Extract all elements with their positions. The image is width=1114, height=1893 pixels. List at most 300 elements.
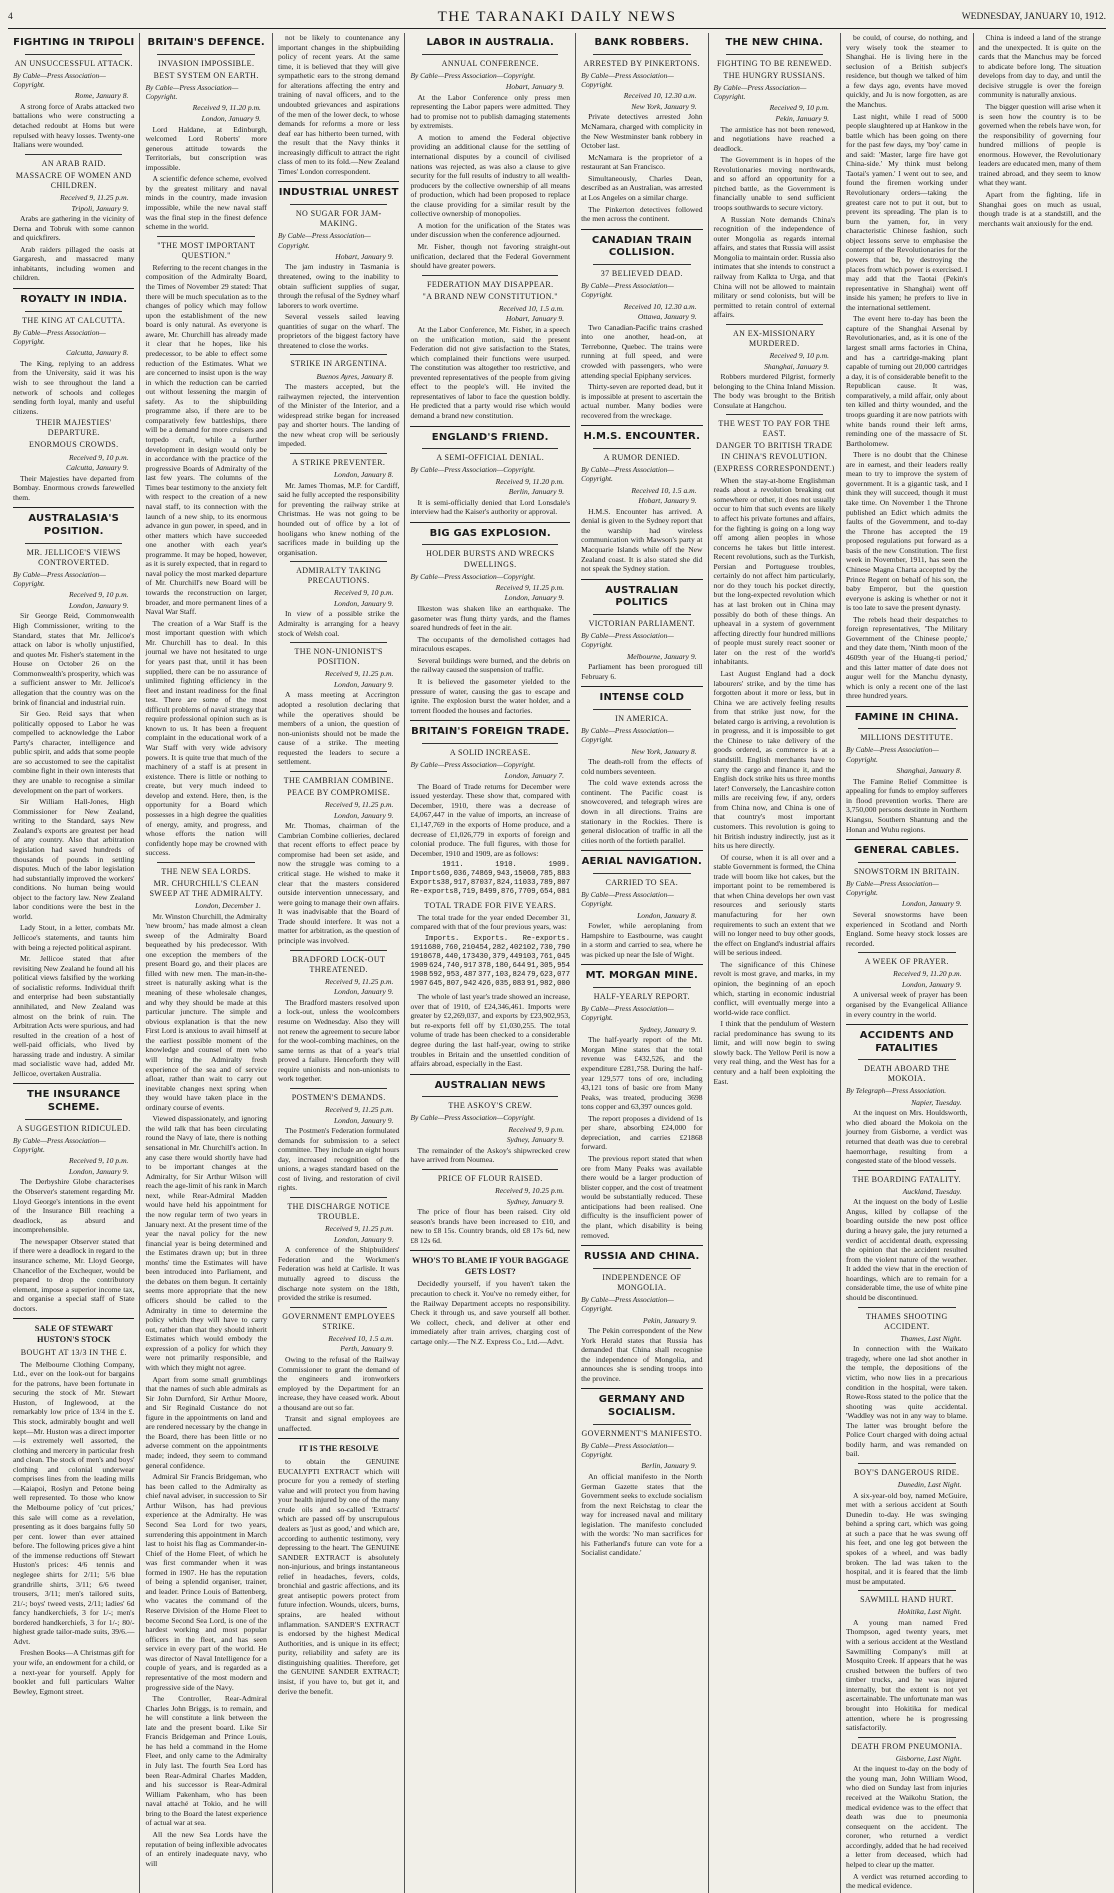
paragraph: The bigger question will arise when it is seen how the country is to be governed when the rebels have won, for the responsibility of governing four hundred millions of people is enormous. However, the Revolutionary leaders are educated men, many of them trained abroad, and they seem to know what they want. bbox=[978, 101, 1102, 188]
divider bbox=[581, 1388, 702, 1389]
paragraph: The previous report stated that when ore from Many Peaks was available there would be a larger production of blister copper, and the cost of treatment would be substantially reduced. These anticipations had been realised. One difficulty is the insufficient power of the plant, which disability is being removed. bbox=[581, 1154, 703, 1240]
received-line: Received 9, 11.20 p.m. bbox=[893, 969, 962, 979]
subheading: THAMES SHOOTING ACCIDENT. bbox=[865, 1311, 948, 1331]
subheading: A STRIKE PREVENTER. bbox=[292, 458, 386, 468]
divider bbox=[157, 862, 254, 863]
dateline: London, January 9. bbox=[201, 113, 261, 123]
dateline: Hobart, January 9. bbox=[505, 82, 565, 91]
paragraph: A Russian Note demands China's recognition of the independence of outer Mongolia as regards internal affairs, and states that Russia will assist Mongolia to maintain order. Russia also intimates that she intends to construct a railway from Kalkta to Urga, and that China will not be allowed to maintain military or send colonists, but will be permitted to retain control of external affairs. bbox=[713, 214, 836, 320]
paragraph: In connection with the Waikato tragedy, where one lad shot another in the temple, the depositions of the victim, who now lies in a precarious condition in the hospital, were taken. Rowe-Ross stated to the police that the shooting was quite accidental. 'Waddley was not in any way to blame. The latter was brought before the Police Court charged with doing actual bodily harm, and was remanded on bail. bbox=[846, 1344, 968, 1459]
paragraph: Transit and signal employees are unaffected. bbox=[277, 1414, 400, 1433]
dateline: London, January 8. bbox=[637, 910, 697, 920]
headline: H.M.S. ENCOUNTER. bbox=[583, 431, 701, 443]
issue-date: WEDNESDAY, JANUARY 10, 1912. bbox=[961, 12, 1106, 22]
subheading: INVASION IMPOSSIBLE. bbox=[158, 58, 255, 68]
table-cell: 426,035,083 bbox=[478, 980, 526, 989]
headline: THE NEW CHINA. bbox=[725, 37, 824, 48]
table-cell: Re-exports bbox=[410, 888, 454, 897]
headline: ACCIDENTS AND FATALITIES bbox=[859, 1030, 954, 1054]
subheading: ENORMOUS CROWDS. bbox=[28, 440, 119, 450]
byline: By Cable—Press Association—Copyright. bbox=[581, 1004, 674, 1023]
divider bbox=[593, 709, 690, 710]
divider bbox=[422, 54, 558, 55]
received-line: Received 10, 12.30 a.m. bbox=[623, 91, 697, 101]
divider bbox=[290, 1197, 387, 1198]
subheading: BRADFORD LOCK-OUT THREATENED. bbox=[292, 954, 386, 974]
subheading: ANNUAL CONFERENCE. bbox=[441, 58, 539, 68]
dateline: New York, January 8. bbox=[631, 746, 697, 756]
divider bbox=[858, 728, 955, 729]
paragraph: The newspaper Observer stated that if there were a deadlock in regard to the insurance scheme, Mr. Lloyd George, Chancellor of the Exchequer, would be prepared to drop the contributory element, impose a superior income tax, and organise a special staff of State doctors. bbox=[13, 1236, 135, 1313]
page-number: 4 bbox=[8, 12, 13, 22]
table-cell: 430,379,449 bbox=[475, 952, 523, 961]
paragraph: A strong force of Arabs attacked two battalions who were constructing a detached redoubt at Homs but were repulsed with heavy losses. Twenty-one Italians were wounded. bbox=[13, 101, 135, 150]
paragraph: At the inquest to-day on the body of the young man, John William Wood, who died on Sunday last from injuries received at the Waikohu Station, the medical evidence was to the effect that death was due to pneumonia consequent on the accident. The coroner, who returned a verdict accordingly, added that he had received a letter from deceased, which had helped to clear up the matter. bbox=[846, 1764, 968, 1869]
received-line: Received 9, 10.25 p.m. bbox=[495, 1185, 565, 1195]
paragraph: Ilkeston was shaken like an earthquake. The gasometer was flung thirty yards, and the flames soared hundreds of feet in the air. bbox=[410, 604, 571, 633]
subheading: VICTORIAN PARLIAMENT. bbox=[588, 618, 696, 628]
paragraph: Thirty-seven are reported dead, but it is impossible at present to ascertain the actual number. Many bodies were recovered from the wreckage. bbox=[581, 382, 703, 420]
dateline: Tripoli, January 9. bbox=[71, 203, 129, 213]
subheading: A SEMI-OFFICIAL DENIAL. bbox=[436, 453, 545, 463]
paragraph: The remainder of the Askoy's shipwrecked crew have arrived from Noumea. bbox=[410, 1145, 571, 1165]
byline: By Cable—Press Association—Copyright. bbox=[581, 630, 674, 650]
divider bbox=[157, 54, 254, 55]
paragraph: The Derbyshire Globe characterises the Observer's statement regarding Mr. Lloyd George's intentions in the event of the Insurance Bill reaching a deadlock, as absurd and incomprehensible. bbox=[13, 1177, 135, 1235]
paragraph: The Pekin correspondent of the New York Herald states that Russia has demanded that China shall recognise the independence of Mongolia, and announces she is sending troops into the province. bbox=[581, 1326, 703, 1383]
subheading: MASSACRE OF WOMEN AND CHILDREN. bbox=[15, 170, 132, 190]
paragraph: The jam industry in Tasmania is threatened, owing to the inability to obtain sufficient supplies of sugar, through the refusal of the Sydney wharf laborers to work overtime. bbox=[277, 262, 400, 310]
table-cell: 454,282,402 bbox=[475, 943, 523, 952]
divider bbox=[593, 1268, 690, 1269]
subheading: HALF-YEARLY REPORT. bbox=[593, 992, 690, 1001]
paragraph: I think that the pendulum of Western racial predominance has swung to its limit, and will now begin to swing slowly back. The Yellow Peril is now a very real thing, and the West has for a century and a half been exploiting the East. bbox=[713, 1019, 836, 1086]
byline: By Cable—Press Association—Copyright. bbox=[410, 70, 536, 80]
table-cell: 91,982,000 bbox=[526, 980, 571, 989]
paragraph: When the stay-at-home Englishman reads about a revolution breaking out somewhere or other, it does not usually occur to him that such events are likely to affect his private fortunes and affairs, for the fighting is going on a long way off among alien peoples in whose concerns he takes but little interest. Recent revolutions, such as the Turkish, Persian and Portuguese troubles, certainly do not affect him particularly, nor do they touch his pocket directly, but the long-expected revolution which has at last broken out in China may possibly do both of these things. An upheaval in a system of government affecting directly four hundred millions of people must surely react sooner or later on the rest of the world's inhabitants. bbox=[713, 475, 836, 667]
byline: By Cable—Press Association—Copyright. bbox=[13, 70, 106, 89]
headline: CANADIAN TRAIN COLLISION. bbox=[591, 234, 692, 259]
divider bbox=[581, 229, 702, 230]
table-cell: 1909 bbox=[410, 961, 428, 970]
paragraph: Sir Geo. Reid says that when politically opposed to Labor he was compelled to acknowledge the Labor Party's character, intelligence and public spirit, and adds that some people are so accustomed to see the capitalist combine fight in their own interests that they are unable to recognise a similar development on the part of workers. bbox=[13, 709, 135, 795]
paragraph: Robbers murdered Pilgrist, formerly belonging to the China Inland Mission. The body was brought to the British Consulate at Hangchou. bbox=[713, 372, 836, 410]
received-line: Received 9, 11.20 p.m. bbox=[192, 103, 261, 113]
divider bbox=[581, 425, 702, 426]
subheading: THE HUNGRY RUSSIANS. bbox=[723, 70, 826, 80]
received-line: Received 9, 11.25 p.m. bbox=[325, 800, 394, 810]
dateline: Sydney, January 9. bbox=[639, 1024, 697, 1034]
divider bbox=[410, 522, 570, 523]
table-cell: 9,876,770 bbox=[492, 888, 532, 897]
correspondent-note: (EXPRESS CORRESPONDENT.) bbox=[713, 463, 835, 473]
headline: INDUSTRIAL UNREST bbox=[278, 187, 399, 199]
headline: GERMANY AND SOCIALISM. bbox=[598, 1394, 685, 1419]
table-cell: 8,719,849 bbox=[453, 888, 493, 897]
divider bbox=[290, 1088, 387, 1089]
paragraph: Lord Haldane, at Edinburgh, welcomed Lord Roberts' more generous attitude towards the Territorials, but conscription was impossible. bbox=[145, 124, 267, 172]
subheading: INDEPENDENCE OF MONGOLIA. bbox=[602, 1272, 682, 1292]
table-row bbox=[410, 980, 570, 989]
divider bbox=[290, 642, 387, 643]
headline: AUSTRALIAN POLITICS bbox=[605, 584, 679, 609]
table-cell: 37,824,110 bbox=[483, 879, 527, 888]
dateline: Shanghai, January 8. bbox=[896, 766, 962, 776]
dateline: Hokitika, Last Night. bbox=[897, 1607, 962, 1617]
paragraph: A motion for the unification of the States was under discussion when the conference adjourned. bbox=[410, 220, 571, 240]
paragraph: A six-year-old boy, named McGuire, met with a serious accident at South Dunedin to-day. He was swinging behind a spring cart, which was going at such a pace that he was swung off his feet, and one leg got between the spokes of a wheel, and was badly broken. The lad was taken to the hospital, and it is feared that the limb must be amputated. bbox=[846, 1490, 968, 1586]
table-cell: 102,730,790 bbox=[522, 943, 571, 952]
received-line: Received 10, 1.5 a.m. bbox=[498, 303, 565, 313]
divider bbox=[726, 324, 823, 325]
headline: FIGHTING IN TRIPOLI bbox=[13, 37, 135, 48]
divider bbox=[410, 426, 570, 427]
table-cell: 69,943,150 bbox=[483, 870, 527, 879]
table-cell: 1910. bbox=[495, 861, 517, 870]
paragraph: At the Labor Conference only press men representing the Labor papers were admitted. They had to promise not to publish damaging statements by extremists. bbox=[410, 92, 571, 131]
divider bbox=[13, 507, 134, 508]
paragraph: McNamara is the proprietor of a restaurant at San Francisco. bbox=[581, 152, 703, 172]
paragraph: Decidedly yourself, if you haven't taken the precaution to check it. You've no remedy either, for the Railway Department accepts no responsibility. Check it through us, and save yourself all bother. We collect, check, and deliver at other end immediately after train arrives, charging cost of cartage only.—The N.Z. Express Co., Ltd.—Advt. bbox=[410, 1279, 571, 1346]
paragraph: A verdict was returned according to the medical evidence. bbox=[846, 1871, 968, 1891]
paragraph: Several vessels sailed leaving quantities of sugar on the wharf. The proprietors of the biggest factory have threatened to close the works. bbox=[277, 312, 400, 350]
byline: By Cable—Press Association—Copyright. bbox=[410, 465, 536, 475]
headline: RUSSIA AND CHINA. bbox=[584, 1251, 700, 1263]
paragraph: The Board of Trade returns for December were issued yesterday. These show that, compared with December, 1910, there was a decrease of £4,067,447 in the value of imports, an increase of £1,147,769 in the exports of Home produce, and a decrease of £1,026,779 in exports of foreign and colonial produce. The full figures, with those for December, 1910 and 1909, are as follows: bbox=[410, 781, 571, 858]
divider bbox=[157, 236, 254, 237]
received-line: Received 9, 11.25 p.m. bbox=[325, 976, 394, 986]
subheading: THE NEW SEA LORDS. bbox=[161, 866, 252, 876]
paragraph: The Melbourne Clothing Company, Ltd., ever on the look-out for bargains for the patrons, have been fortunate in securing the stock of Mr. Stewart Huston, of Inglewood, at the remarkably low price of 13/4 in the £. This stock, admirably bought and well kept—Mr. Huston was a direct importer—is extremely well assorted, the clothing and mercery in particular fresh and clean. The stock of men's and boys' clothing and colonial underwear comprises lines from the leading mills—Kaiapoi, Roslyn and Petone being well represented. To those who know the Melbourne policy of 'cut prices,' this sale will come as a revelation, presenting as it does bargains fully 50 per cent. lower than ever attained before. The following prices give a hint of the immense reductions off Stewart Huston's prices: 4/6 tennis and neglegee shirts for 2/11; 5/6 blue grandrille shirts, 3/11; 6/6 tweed trousers, 3/11; men's tailored suits, 21/-; boys' tweed vests, 2/11; ladies' 6d fancy handkerchiefs, 3 for 1/-; men's bordered handkerchiefs, 3 for 1/-; 80/- highest grade tailor-made suits, 39/6.—Advt. bbox=[13, 1359, 135, 1646]
subheading: POSTMEN'S DEMANDS. bbox=[291, 1092, 386, 1102]
dateline: London, January 9. bbox=[333, 679, 394, 689]
dateline: London, December 1. bbox=[195, 900, 261, 910]
headline: AUSTRALASIA'S POSITION. bbox=[28, 513, 120, 537]
divider bbox=[290, 561, 387, 562]
received-line: Received 9, 10 p.m. bbox=[333, 588, 394, 598]
dateline: London, January 9. bbox=[68, 600, 129, 610]
dateline: New York, January 9. bbox=[631, 101, 697, 111]
divider bbox=[858, 1307, 955, 1308]
paragraph: Mr. James Thomas, M.P. for Cardiff, said he fully accepted the responsibility for preventing the railway strike at Christmas. He was not going to be hounded out of office by a lot of hooligans who knew nothing of the sacrifices made in building up the organisation. bbox=[277, 480, 400, 557]
table-row bbox=[410, 870, 570, 879]
received-line: Received 9, 10 p.m. bbox=[69, 1156, 129, 1166]
subheading: AN ARAB RAID. bbox=[41, 158, 106, 168]
table-cell: 1910 bbox=[410, 952, 428, 961]
paragraph: The Famine Relief Committee is appealing for funds to employ sufferers in flood prevention works. There are 3,750,000 persons destitute in Northern Kiangsu, Southern Shantung and the Honan and Wuhu regions. bbox=[846, 776, 968, 834]
paragraph: The creation of a War Staff is the most important question with which Mr. Churchill has to deal. In this journal we have not hesitated to urge for years past that, until it has been supplied, there can be no assurance of unlimited fighting efficiency in the fleet and instant readiness for the final test. There are some of the most difficult problems of naval strategy that require professional opinion such as is known to us. It has been a frequent complaint in the educational work of a War Staff with very wide advisory powers. It is quite true that much of the machinery of a staff is at present in existence. There is little or nothing to create, but very much indeed to develop and extend. Here, then, is the opportunity for a Board which possesses in a high degree the qualities of energy, amity, and progress, and whose efforts the nation will confidently hope may be crowned with success. bbox=[145, 618, 267, 858]
column-8 bbox=[974, 33, 1106, 1893]
dateline: Berlin, January 9. bbox=[508, 487, 565, 497]
subheading: PEACE BY COMPROMISE. bbox=[287, 788, 391, 798]
paragraph: Referring to the recent changes in the composition of the Admiralty Board, the Times of November 29 stated: That there will be much speculation as to the changes of policy which may follow upon the establishment of the new board is only natural. As everyone is aware, Mr. Churchill has already made it clear that he hopes, like his predecessor, to be able to effect some reduction of the Estimates. What we are concerned to insist upon is the way in which the reduction can be carried out without lessening the margin of safety. As to the shipbuilding programme also, if there are to be comparatively few battleships, there will be a demand for more cruisers and torpedo craft, while a further development in design would only be in accordance with the practice of the progressive Boards of Admiralty of the last few years. The columns of the Times bear testimony to the anxiety felt with respect to the creation of a new naval staff, to its connection with the launch of a new ship, to its enormous advance in gun power, in speed, and in other matters which have succeeded one another with each year's programme. It may be hoped, however, as it is surely expected, that in regard to naval policy the most marked departure of Mr. Churchill's new Board will be towards the reconstruction on larger, broader, and more permanent lines of a Naval War Staff. bbox=[145, 262, 267, 617]
divider bbox=[25, 154, 122, 155]
received-line: Received 9, 10 p.m. bbox=[69, 590, 129, 600]
paragraph: The total trade for the year ended December 31, compared with that of the four previous years, was: bbox=[410, 912, 571, 932]
table-cell: Exports. bbox=[473, 934, 509, 943]
subheading: ARRESTED BY PINKERTONS. bbox=[583, 58, 701, 68]
subheading: THEIR MAJESTIES' DEPARTURE. bbox=[35, 418, 112, 438]
divider bbox=[581, 579, 702, 580]
paragraph: The King, replying to an address from the University, said it was his wish to see throughout the land a network of schools and colleges sending forth loyal, manly and useful citizens. bbox=[13, 358, 135, 416]
paragraph: Sir George Reid, Commonwealth High Commissioner, writing to the Standard, states that Mr. Jellicoe's attack on labor is wholly unjustified, and quotes Mr. Fisher's statement in the House on October 26 on the Commonwealth's prosperity, which was a sufficient answer to Mr. Jellicoe's allegation that the country was on the brink of financial and industrial ruin. bbox=[13, 611, 135, 707]
headline: ENGLAND'S FRIEND. bbox=[431, 431, 549, 443]
divider bbox=[581, 1245, 702, 1246]
table-cell: 91,305,954 bbox=[526, 961, 571, 970]
divider bbox=[290, 1307, 387, 1308]
dateline: London, January 9. bbox=[504, 593, 565, 603]
subheading: DEATH ABOARD THE MOKOIA. bbox=[864, 1064, 950, 1084]
dateline: Calcutta, January 8. bbox=[66, 348, 129, 358]
paragraph: The Controller, Rear-Admiral Charles John Briggs, is to remain, and he will constitute a link between the late and the present board. Like Sir Francis Bridgeman and Prince Louis, he has held a command in the Home Fleet, and only came to the Admiralty in July last. The fourth Sea Lord has been Rear-Admiral Charles Madden, and his successor is Rear-Admiral William Pakenham, who has been naval attaché at Tokio, and he will bring to the Board the latest experience of actual war at sea. bbox=[145, 1694, 267, 1828]
paragraph: Arab raiders pillaged the oasis at Gargaresh, and massacred many inhabitants, including women and children. bbox=[13, 244, 135, 283]
divider bbox=[422, 1169, 558, 1170]
dateline: London, January 9. bbox=[902, 979, 962, 989]
dateline: Ottawa, January 9. bbox=[637, 312, 697, 322]
paragraph: Admiral Sir Francis Bridgeman, who has been called to the Admiralty as chief naval adviser, in succession to Sir Arthur Wilson, has had previous experience at the Admiralty. He was Second Sea Lord for two years, surrendering this appointment in March last to hoist his flag as Commander-in-Chief of the Home Fleet, of which he was first commander when it was formed in 1907. He has the reputation of being a splendid organiser, trainer, and leader. Prince Louis of Battenberg, who vacates the command of the Reserve Division of the Home Fleet to become Second Sea Lord, is one of the hardest working and most popular officers in the fleet, and has seen service in every part of the world. He was director of Naval Intelligence for a couple of years, and is regarded as a representative of the most modern and progressive side of the Navy. bbox=[145, 1472, 267, 1692]
headline: MT. MORGAN MINE. bbox=[585, 970, 698, 982]
divider bbox=[593, 448, 690, 449]
subheading: FEDERATION MAY DISAPPEAR. bbox=[426, 279, 554, 289]
dateline: London, January 9. bbox=[333, 1115, 394, 1125]
paragraph: Their Majesties have departed from Bombay. Enormous crowds farewelled them. bbox=[13, 473, 135, 502]
divider bbox=[422, 544, 558, 545]
divider bbox=[422, 275, 558, 276]
divider bbox=[13, 1083, 134, 1084]
subheading: GOVERNMENT'S MANIFESTO. bbox=[581, 1428, 703, 1438]
divider bbox=[593, 987, 690, 988]
divider bbox=[290, 453, 387, 454]
byline: By Cable—Press Association—Copyright. bbox=[581, 725, 674, 745]
dateline: Calcutta, January 9. bbox=[66, 463, 129, 473]
received-line: Received 9, 11.25 p.m. bbox=[325, 1104, 394, 1114]
subheading: BOY'S DANGEROUS RIDE. bbox=[854, 1468, 960, 1478]
paragraph: In view of a possible strike the Admiralty is arranging for a heavy stock of Welsh coal. bbox=[277, 609, 400, 638]
headline: BRITAIN'S FOREIGN TRADE. bbox=[411, 726, 570, 738]
table-cell: Re-exports. bbox=[522, 934, 571, 943]
paragraph: The price of flour has been raised. City old season's brands have been increased to £10, and new to £8 15s. Country brands, old £8 17s 6d, new £8 12s 6d. bbox=[410, 1207, 571, 1245]
headline: INTENSE COLD bbox=[599, 692, 685, 704]
table-row bbox=[410, 971, 570, 980]
paragraph: The event here to-day has been the capture of the Shanghai Arsenal by Revolutionaries, and, as it is one of the largest small arms factories in China, and has a cartridge-making plant capable of turning out 20,000 cartridges a day, it is of considerable benefit to the Republican cause. It was, comparatively, a mild affair, only about ten killed and thirty wounded, and the troops guarding it are now patriots with white bands round their left arms, reminding one of the massacre of St. Bartholomew. bbox=[846, 314, 968, 448]
paragraph: Last August England had a dock labourers' strike, and by the time has forgotten about it more or less, but in China we are actively feeling results from that strike just now, for the belated cargo is arriving, a revolution is in progress, and it is impossible to get the Chinese to take delivery of the goods ordered, as commerce is at a standstill. English merchants have to carry the cargo and finance it, and the English dock strike hits us three months later! Conversely, the Lancashire cotton mills are receiving few, if any, orders from China now, and China is one of that country's most important customers. This revolution is going to hit British industry indirectly, just as it hits us here directly. bbox=[713, 668, 836, 851]
paragraph: A young man named Fred Thompson, aged twenty years, met with a serious accident at the Westland Sawmilling Company's mill at Mosquito Creek. If appears that he was crushed between the buffers of two timber trucks, and he was injured internally, but the extent is not yet ascertainable. The unfortunate man was brought into Hokitika for medical attention, where he is progressing satisfactorily. bbox=[846, 1617, 968, 1733]
byline: By Cable—Press Association—Copyright. bbox=[581, 889, 674, 909]
column-7 bbox=[841, 33, 973, 1893]
divider bbox=[858, 952, 955, 953]
table-cell: Imports. bbox=[424, 934, 460, 943]
dateline: London, January 7. bbox=[504, 771, 565, 781]
dateline: Dunedin, Last Night. bbox=[897, 1480, 962, 1490]
byline: By Cable—Press Association—Copyright. bbox=[581, 464, 674, 484]
subheading: THE BOARDING FATALITY. bbox=[852, 1174, 962, 1184]
dateline: Gisborne, Last Night. bbox=[895, 1753, 962, 1763]
table-cell: Exports bbox=[410, 879, 441, 888]
divider bbox=[581, 686, 702, 687]
divider bbox=[593, 873, 690, 874]
paragraph: Owing to the refusal of the Railway Commissioner to grant the demand of the engineers and ironworkers employed by the Department for an increase, they have ceased work. About a thousand are out so far. bbox=[277, 1354, 400, 1412]
dateline: Hobart, January 9. bbox=[638, 496, 697, 506]
divider bbox=[858, 1590, 955, 1591]
paragraph: The significance of this Chinese revolt is most grave, and marks, in my opinion, the beginning of an epoch which, starting in economic industrial conflict, will eventually merge into a world-wide race conflict. bbox=[713, 959, 836, 1017]
received-line: Received 9, 10 p.m. bbox=[769, 103, 830, 113]
dateline: London, January 9. bbox=[68, 1166, 129, 1176]
byline: By Cable—Press Association—Copyright. bbox=[410, 759, 536, 769]
headline: BANK ROBBERS. bbox=[594, 37, 690, 48]
divider bbox=[581, 964, 702, 965]
received-line: Received 9, 11.20 p.m. bbox=[495, 476, 565, 486]
subheading: A RUMOR DENIED. bbox=[603, 452, 681, 462]
column-3 bbox=[273, 33, 405, 1893]
paragraph: The cold wave extends across the continent. The Pacific coast is snowcovered, and telegraph wires are down in all directions. Trains are stationary in the Rockies. There is general dislocation of traffic in all the cities north of the fortieth parallel. bbox=[581, 778, 703, 845]
paragraph: Mr. Thomas, chairman of the Cambrian Combine collieries, declared that recent efforts to effect peace by compromise had been set aside, and now the struggle was coming to a critical stage. He wished to make it clear that the masters considered outside intervention unnecessary, and were going to manage their own affairs. It was inadvisable that the Board of Trade should interfere. It was not a matter for arbitration, as the question of principle was involved. bbox=[277, 821, 400, 945]
paragraph: Mr. Winston Churchill, the Admiralty 'new broom,' has made almost a clean sweep of the Admiralty Board bequeathed by his predecessor. With one exception the members of the present Board go, and their places are filled with new men. The man-in-the-street is naturally asking what is the meaning of these wholesale changes, and why they should be made at this particular juncture. The simple and obvious explanation is that the new First Lord is anxious to avail himself at the earliest possible moment of the knowledge and counsel of men who will bring the Admiralty fresh experience of the sea and of service afloat, rather than wait to carry out inevitable changes next spring when they would have taken place in the ordinary course of events. bbox=[145, 911, 267, 1112]
dateline: Berlin, January 9. bbox=[641, 1461, 697, 1471]
paragraph: The armistice has not been renewed, and negotiations have reached a deadlock. bbox=[713, 124, 836, 153]
subheading: THE KING AT CALCUTTA. bbox=[22, 315, 126, 325]
paragraph: Apart from the fighting, life in Shanghai goes on much as usual, though trade is at a standstill, and the merchants wait anxiously for the end. bbox=[978, 190, 1101, 228]
advert-heading: WHO'S TO BLAME IF YOUR BAGGAGE GETS LOST? bbox=[411, 1256, 569, 1276]
paragraph: There is no doubt that the Chinese are in earnest, and their leaders really mean to try to improve the system of government. It is a gigantic task, and I think they will succeed, though it must take time. On November 1 the Throne published an Edict which admits the faults of the Government, and to-day the Throne has accepted the 19 proposed regulations put forward as a basis of the new Constitution. The first week in November, 1911, has seen the Chinese Magna Charta accepted by the Prince Regent on behalf of his son, the baby Emperor, but the question everyone is asking is whether or not it is too late to save the present dynasty. bbox=[846, 450, 968, 613]
subheading: DEATH FROM PNEUMONIA. bbox=[851, 1741, 963, 1751]
table-row bbox=[410, 888, 570, 897]
subheading: THE CAMBRIAN COMBINE. bbox=[283, 775, 394, 785]
paragraph: not be likely to countenance any important changes in the shipbuilding policy of recent years. At the same time, it is believed that they will give sympathetic ears to the strong demand for alterations affecting the entry and training of naval officers, and to the undoubted grievances and aspirations of the men of the lower deck, to whose demands for reforms a more or less deaf ear has hitherto been turned, with the result that the Navy thinks it increasingly difficult to attract the right class of men to its fold.—New Zealand Times' London correspondent. bbox=[277, 33, 400, 176]
subheading: "THE MOST IMPORTANT QUESTION." bbox=[157, 240, 256, 260]
paragraph: Apart from some small grumblings that the names of such able admirals as Sir John Durnford, Sir Arthur Moore, and Sir Reginald Custance do not figure in the appointments on land and are rendered necessary by the change in the Board, there has been little or no adverse comment on the appointments made; indeed, they seem to command general confidence. bbox=[145, 1374, 267, 1470]
table-cell: 378,180,644 bbox=[478, 961, 526, 970]
divider bbox=[13, 288, 134, 289]
received-line: Received 10, 12.30 a.m. bbox=[623, 301, 697, 311]
paragraph: be could, of course, do nothing, and very wisely took the steamer to Shanghai. He is living here in the seclusion of a British subject's residence, but though we talked of him a few days ago, events have moved quickly, and Ju is now forgotten, as are the Manchus. bbox=[846, 33, 968, 109]
received-line: Received 9, 11.25 p.m. bbox=[325, 1224, 394, 1234]
divider bbox=[278, 1438, 399, 1439]
dateline: London, January 9. bbox=[333, 987, 394, 997]
table-cell: 38,917,870 bbox=[440, 879, 484, 888]
subheading: HOLDER BURSTS AND WRECKS DWELLINGS. bbox=[426, 549, 555, 569]
dateline: Melbourne, January 9. bbox=[626, 651, 697, 661]
received-line: Received 10, 1.5 a.m. bbox=[631, 485, 697, 495]
subheading: A WEEK OF PRAYER. bbox=[864, 957, 949, 967]
table-cell: 60,785,883 bbox=[526, 870, 571, 879]
divider bbox=[593, 614, 690, 615]
table-cell: 680,760,210 bbox=[427, 943, 476, 952]
paragraph: Arabs are gathering in the vicinity of Derna and Tobruk with some cannon and quickfirers. bbox=[13, 214, 135, 243]
columns bbox=[8, 33, 1106, 1891]
table-cell: 9,654,081 bbox=[531, 888, 571, 897]
subheading: NO SUGAR FOR JAM-MAKING. bbox=[295, 209, 382, 229]
byline: By Cable—Press Association—Copyright. bbox=[846, 745, 939, 764]
subheading: CARRIED TO SEA. bbox=[605, 877, 679, 887]
paragraph: Two Canadian-Pacific trains crashed into one another, head-on, at Terrebonne, Quebec. The trains were running at full speed, and were crowded with passengers, who were attending special Epiphany services. bbox=[581, 322, 703, 380]
dateline: Thames, Last Night. bbox=[900, 1333, 962, 1343]
paragraph: The masters accepted, but the railwaymen rejected, the intervention of the Minister of the Interior, and a widespread strike began for increased pay and shorter hours. The landing of the new wheat crop will be seriously impeded. bbox=[277, 382, 400, 449]
paragraph: At the inquest on Mrs. Houldsworth, who died aboard the Mokoia on the journey from Gisborne, a verdict was returned that death was due to cerebral haemorrhage, resulting from a congested state of the blood vessels. bbox=[846, 1108, 968, 1166]
newspaper-title: THE TARANAKI DAILY NEWS bbox=[437, 8, 677, 25]
table-cell: 33,789,807 bbox=[526, 879, 571, 888]
subheading: THE DISCHARGE NOTICE TROUBLE. bbox=[287, 1202, 391, 1222]
received-line: Received 9, 11.25 p.m. bbox=[495, 582, 565, 592]
subheading: AN UNSUCCESSFUL ATTACK. bbox=[14, 58, 133, 68]
byline: By Cable—Press Association—Copyright. bbox=[581, 280, 674, 300]
subheading: SNOWSTORM IN BRITAIN. bbox=[853, 866, 960, 876]
subheading: MR. CHURCHILL'S CLEAN SWEEP AT THE ADMIRALTY. bbox=[149, 878, 263, 898]
trade-table-five-years bbox=[410, 935, 570, 989]
paragraph: Several buildings were burned, and the debris on the railway caused the suspension of traffic. bbox=[410, 655, 571, 675]
paragraph: Private detectives arrested John McNamara, charged with complicity in the New Westminster bank robbery in October last. bbox=[581, 112, 703, 151]
paragraph: The death-roll from the effects of cold numbers seventeen. bbox=[581, 757, 703, 776]
byline: By Cable—Press Association—Copyright. bbox=[277, 231, 371, 250]
byline: By Telegraph—Press Association. bbox=[846, 1086, 947, 1096]
byline: By Cable—Press Association—Copyright. bbox=[410, 1113, 536, 1123]
table-cell: 103,761,045 bbox=[522, 952, 571, 961]
dateline: Rome, January 8. bbox=[74, 91, 129, 101]
divider bbox=[726, 54, 823, 55]
table-cell: 624,740,917 bbox=[429, 961, 477, 970]
paragraph: An official manifesto in the North German Gazette states that the Government seeks to exclude socialism from the next Reichstag to clear the way for increased naval and military legislation. The manifesto concluded with the words: 'No man sacrifices for his Fatherland's future can vote for a Socialist candidate.' bbox=[581, 1471, 703, 1558]
byline: By Cable—Press Association—Copyright. bbox=[13, 569, 106, 588]
subheading: FIGHTING TO BE RENEWED. bbox=[716, 58, 832, 68]
byline: By Cable—Press Association—Copyright. bbox=[846, 878, 939, 898]
subheading: 37 BELIEVED DEAD. bbox=[600, 268, 683, 278]
paragraph: Of course, when it is all over and a stable Government is formed, the China trade will boom like hot cakes, but the important point to be remembered is that when China develops her own vast resources and seriously starts manufacturing for her own requirements to such an extent that we will no longer need to buy other goods, the effect on England's industrial affairs will be serious indeed. bbox=[713, 852, 836, 958]
divider bbox=[278, 181, 399, 182]
table-cell: 645,807,942 bbox=[429, 980, 477, 989]
divider bbox=[593, 54, 690, 55]
paragraph: The report proposes a dividend of 1s per share, absorbing £24,000 for depreciation, and carries £21868 forward. bbox=[581, 1113, 703, 1152]
dateline: Napier, Tuesday. bbox=[911, 1097, 962, 1107]
divider bbox=[593, 1424, 690, 1425]
paragraph: The whole of last year's trade showed an increase, over that of 1910, of £24,346,461. Imports were greater by £2,269,037, and exports by £23,902,953, but re-exports fell off by £1,030,255. The total volume of trade has been checked to a considerable degree during the last half-year, owing to strike troubles in Britain and the unsettled condition of affairs abroad, especially in the East. bbox=[410, 992, 571, 1069]
subheading: THE NON-UNIONIST'S POSITION. bbox=[294, 647, 383, 667]
divider bbox=[410, 720, 570, 721]
table-row bbox=[410, 944, 570, 953]
subheading: DANGER TO BRITISH TRADE IN CHINA'S REVOLUTION. bbox=[716, 441, 833, 461]
subheading: STRIKE IN ARGENTINA. bbox=[290, 359, 388, 369]
headline: BRITAIN'S DEFENCE. bbox=[147, 37, 265, 48]
divider bbox=[25, 54, 122, 55]
paragraph: It is semi-officially denied that Lord Lonsdale's interview had the Kaiser's authority or approval. bbox=[410, 497, 571, 517]
paragraph: Fowler, while aeroplaning from Hampshire to Eastbourne, was caught in a storm and carried to sea, where he was picked up near the Isle of Wight. bbox=[581, 921, 703, 959]
paragraph: All the new Sea Lords have the reputation of being inflexible advocates of an entirely inadequate navy, who will bbox=[145, 1829, 267, 1868]
divider bbox=[858, 1059, 955, 1060]
paragraph: A universal week of prayer has been organised by the Evangelical Alliance in every country in the world. bbox=[846, 990, 968, 1019]
headline: AUSTRALIAN NEWS bbox=[434, 1079, 546, 1091]
subheading: GOVERNMENT EMPLOYEES STRIKE. bbox=[282, 1311, 396, 1331]
divider bbox=[410, 1074, 570, 1075]
dateline: London, January 9. bbox=[902, 899, 962, 909]
column-1 bbox=[8, 33, 140, 1893]
divider bbox=[858, 1463, 955, 1464]
paragraph: Lady Stout, in a letter, combats Mr. Jellicoe's statements, and taunts him with being a rejected political aspirant. bbox=[13, 923, 135, 952]
table-row bbox=[410, 962, 570, 971]
dateline: London, January 9. bbox=[333, 1234, 394, 1244]
divider bbox=[290, 354, 387, 355]
column-4 bbox=[405, 33, 576, 1893]
dateline: Perth, January 9. bbox=[340, 1344, 394, 1354]
subheading: AN EX-MISSIONARY MURDERED. bbox=[732, 328, 816, 348]
divider bbox=[846, 1024, 967, 1025]
advert-heading: IT IS THE RESOLVE bbox=[298, 1444, 379, 1454]
divider bbox=[593, 264, 690, 265]
byline: By Cable—Press Association—Copyright. bbox=[13, 1135, 106, 1155]
paragraph: The Postmen's Federation formulated demands for submission to a select committee. They include an eight hours day, increased recognition of the unions, a wages standard based on the cost of living, and restoration of civil rights. bbox=[277, 1126, 400, 1193]
advert-heading: SALE OF STEWART HUSTON'S STOCK bbox=[34, 1324, 113, 1344]
table-cell: 1907 bbox=[410, 980, 428, 989]
column-2 bbox=[140, 33, 272, 1893]
paragraph: to obtain the GENUINE EUCALYPTI EXTRACT which will procure for you a remedy of sterling value and will protect you from having your health injured by one of the many crude oils and so-called 'Extracts' which are passed off by unscrupulous dealers as 'just as good,' and which are, according to authentic testimony, very depressing to the heart. The GENUINE SANDER EXTRACT is absolutely non-injurious, and brings instantaneous relief in headaches, fevers, colds, bronchial and gastric affections, and its great antiseptic powers protect from future infection. Wounds, ulcers, burns, sprains, are healed without inflammation. SANDER'S EXTRACT is endorsed by the highest Medical Authorities, and is unique in its effect; purity, reliability and safety are its distinguishing qualities. Therefore, get the GENUINE SANDER EXTRACT; insist, if you have to, but get it, and derive the benefit. bbox=[277, 1457, 400, 1696]
divider bbox=[13, 1318, 134, 1319]
